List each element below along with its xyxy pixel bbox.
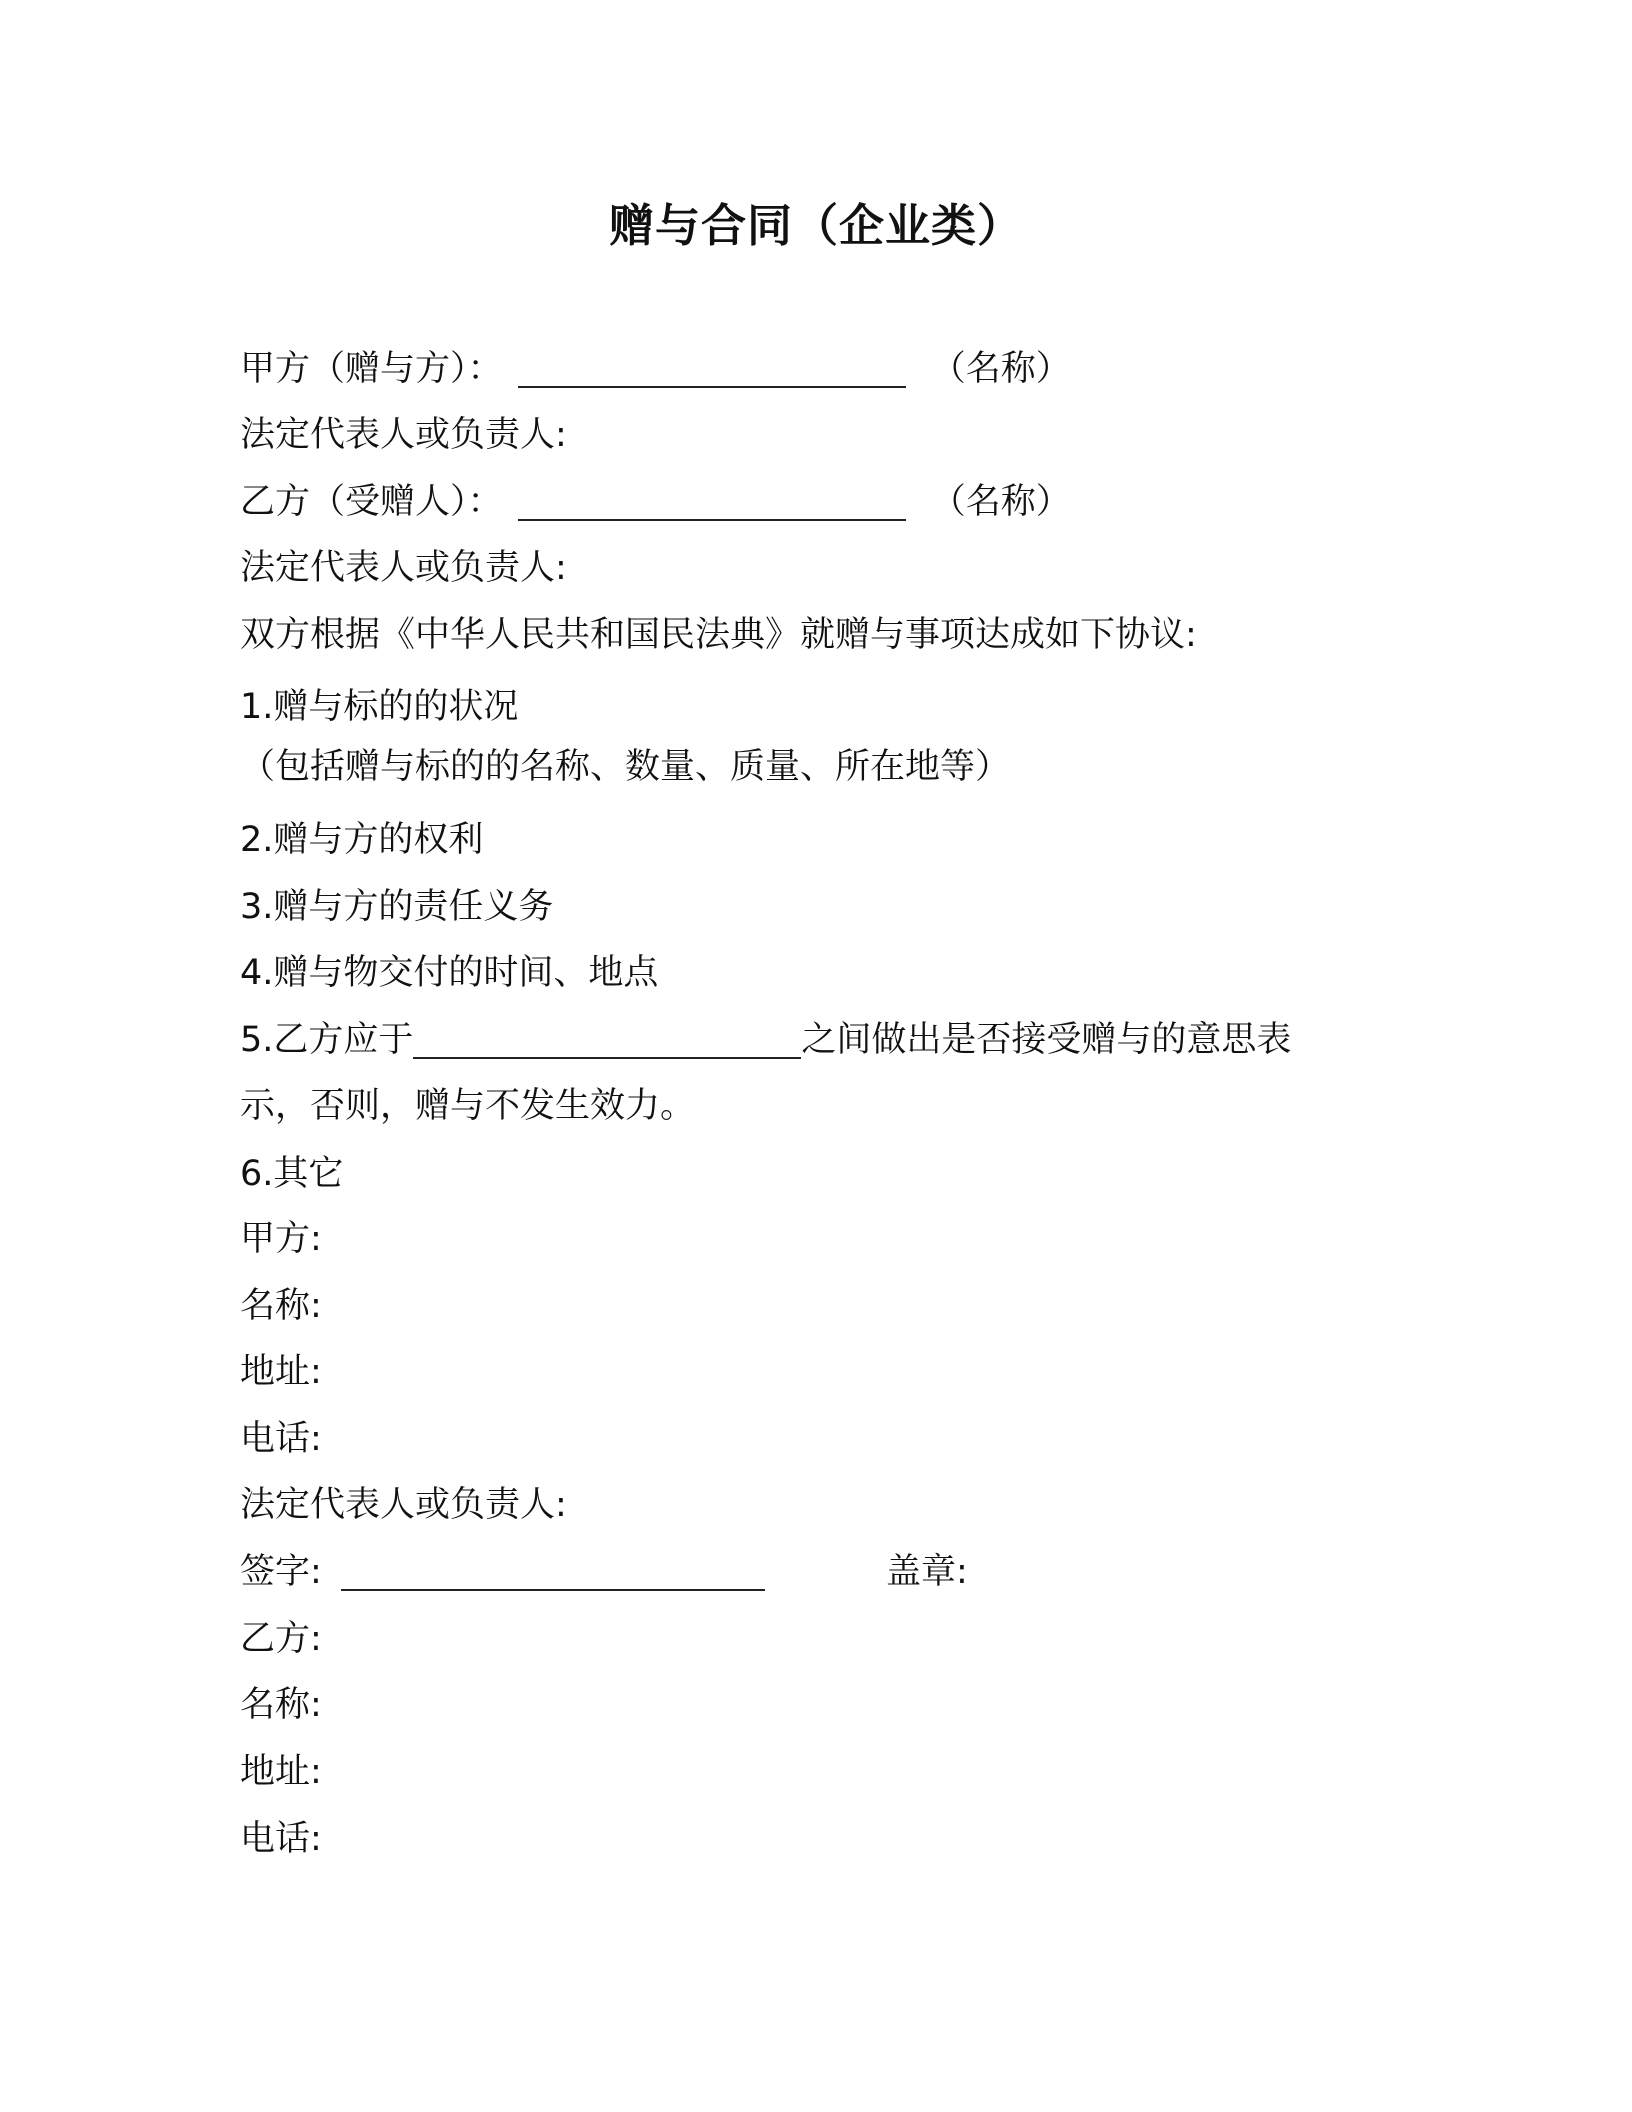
signature-a-phone: 电话: <box>240 1419 322 1459</box>
party-b-name-blank[interactable] <box>518 483 906 521</box>
clause-5-line <box>240 1016 1291 1064</box>
party-b-line <box>240 478 1071 526</box>
party-a-line <box>240 345 1071 393</box>
signature-sign-blank[interactable] <box>341 1553 765 1591</box>
party-a-name-blank[interactable] <box>518 350 906 388</box>
clause-5-prefix: 5.乙方应于 <box>240 1020 414 1060</box>
signature-party-a: 甲方: <box>240 1219 322 1259</box>
clause-4: 4.赠与物交付的时间、地点 <box>240 953 659 993</box>
signature-a-legal-rep: 法定代表人或负责人: <box>240 1485 567 1525</box>
party-b-legal-rep: 法定代表人或负责人: <box>240 548 567 588</box>
clause-2: 2.赠与方的权利 <box>240 820 484 860</box>
signature-seal-label: 盖章: <box>886 1552 968 1592</box>
signature-sign-line <box>240 1548 765 1596</box>
clause-1-note: （包括赠与标的的名称、数量、质量、所在地等） <box>240 747 1011 787</box>
clause-3: 3.赠与方的责任义务 <box>240 887 554 927</box>
party-b-name-suffix: （名称） <box>930 482 1071 522</box>
clause-5-period-blank[interactable] <box>413 1021 801 1059</box>
party-a-legal-rep: 法定代表人或负责人: <box>240 415 567 455</box>
party-a-name-suffix: （名称） <box>930 349 1071 389</box>
clause-6: 6.其它 <box>240 1154 344 1194</box>
clause-5-suffix: 之间做出是否接受赠与的意思表 <box>801 1020 1292 1060</box>
signature-a-name: 名称: <box>240 1286 322 1326</box>
party-a-label: 甲方（赠与方）： <box>240 349 503 389</box>
document-title: 赠与合同（企业类） <box>608 199 1023 252</box>
clause-1: 1.赠与标的的状况 <box>240 687 519 727</box>
signature-a-address: 地址: <box>240 1352 322 1392</box>
signature-sign-label: 签字: <box>240 1552 322 1592</box>
signature-b-address: 地址: <box>240 1752 322 1792</box>
signature-party-b: 乙方: <box>240 1619 322 1659</box>
party-b-label: 乙方（受赠人）： <box>240 482 503 522</box>
signature-b-phone: 电话: <box>240 1819 322 1859</box>
preamble: 双方根据《中华人民共和国民法典》就赠与事项达成如下协议: <box>240 615 1197 655</box>
signature-b-name: 名称: <box>240 1685 322 1725</box>
clause-5-continuation: 示，否则，赠与不发生效力。 <box>240 1086 696 1126</box>
